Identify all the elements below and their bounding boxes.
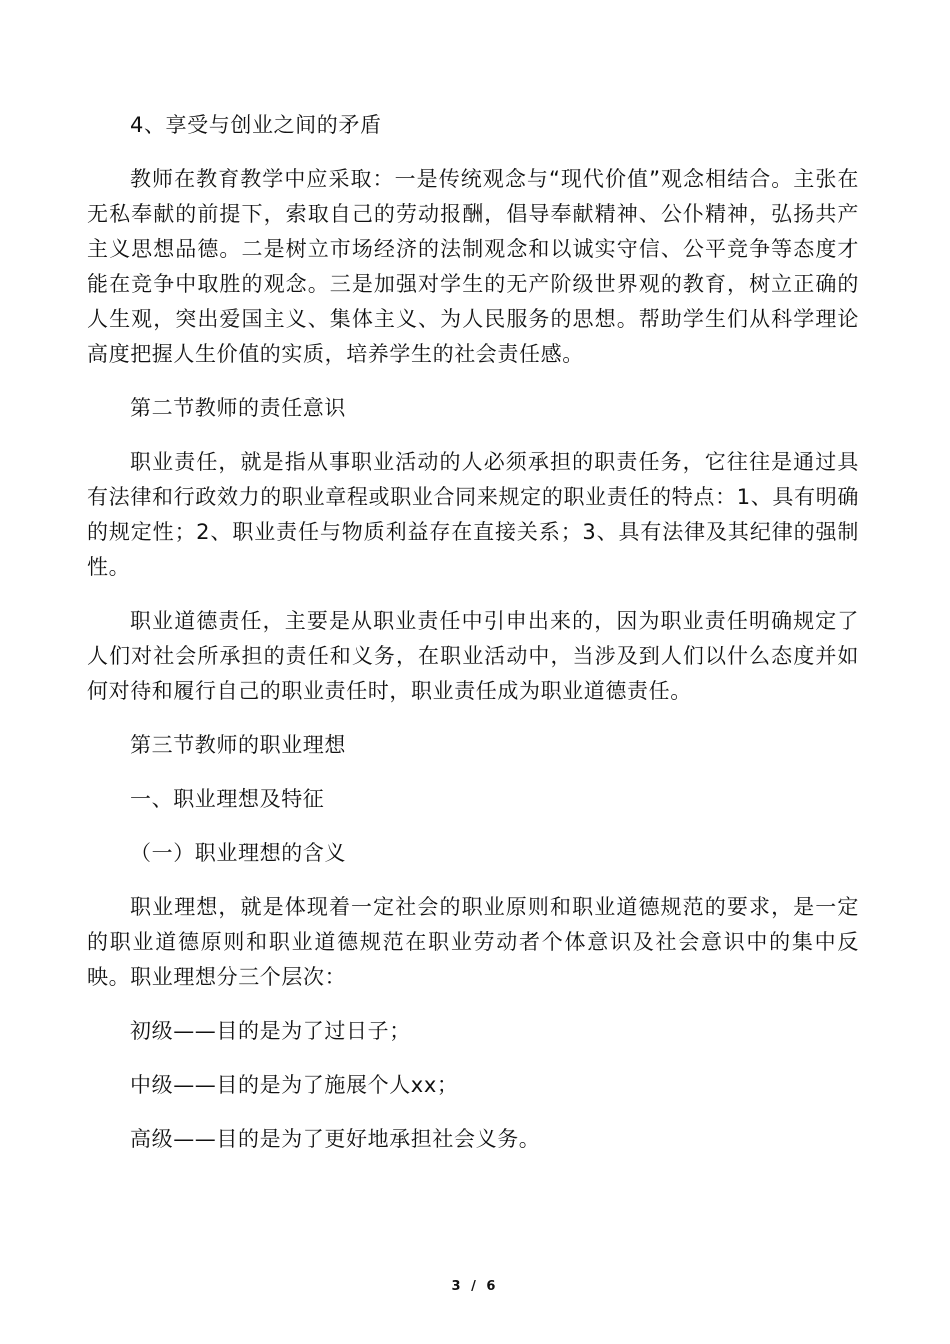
section-heading: 第三节教师的职业理想: [130, 733, 346, 757]
body-paragraph: 职业理想，就是体现着一定社会的职业原则和职业道德规范的要求，是一定的职业道德原则和职业道德规范在职业劳动者个体意识及社会意识中的集中反映。职业理想分三个层次：: [87, 895, 859, 989]
list-item: 初级——目的是为了过日子；: [130, 1019, 411, 1043]
body-paragraph: 职业责任，就是指从事职业活动的人必须承担的职责任务，它往往是通过具有法律和行政效力的职业章程或职业合同来规定的职业责任的特点：1、具有明确的规定性；2、职业责任与物质利益存在直接关系；3、具有法律及其纪律的强制性。: [87, 450, 859, 579]
list-item: 中级——目的是为了施展个人xx；: [130, 1073, 459, 1097]
body-paragraph: 职业道德责任，主要是从职业责任中引申出来的，因为职业责任明确规定了人们对社会所承担的责任和义务，在职业活动中，当涉及到人们以什么态度并如何对待和履行自己的职业责任时，职业责任成为职业道德责任。: [87, 609, 859, 703]
subsection-heading: 一、职业理想及特征: [130, 787, 325, 811]
list-item: 高级——目的是为了更好地承担社会义务。: [130, 1127, 541, 1151]
document-body: [87, 108, 859, 1176]
section-heading: 4、享受与创业之间的矛盾: [130, 113, 382, 137]
subsection-heading: （一）职业理想的含义: [130, 841, 346, 865]
body-paragraph: 教师在教育教学中应采取：一是传统观念与“现代价值”观念相结合。主张在无私奉献的前提下，索取自己的劳动报酬，倡导奉献精神、公仆精神，弘扬共产主义思想品德。二是树立市场经济的法制观念和以诚实守信、公平竞争等态度才能在竞争中取胜的观念。三是加强对学生的无产阶级世界观的教育，树立正确的人生观，突出爱国主义、集体主义、为人民服务的思想。帮助学生们从科学理论高度把握人生价值的实质，培养学生的社会责任感。: [87, 167, 859, 366]
page-number: 3 / 6: [451, 1279, 499, 1294]
section-heading: 第二节教师的责任意识: [130, 396, 346, 420]
